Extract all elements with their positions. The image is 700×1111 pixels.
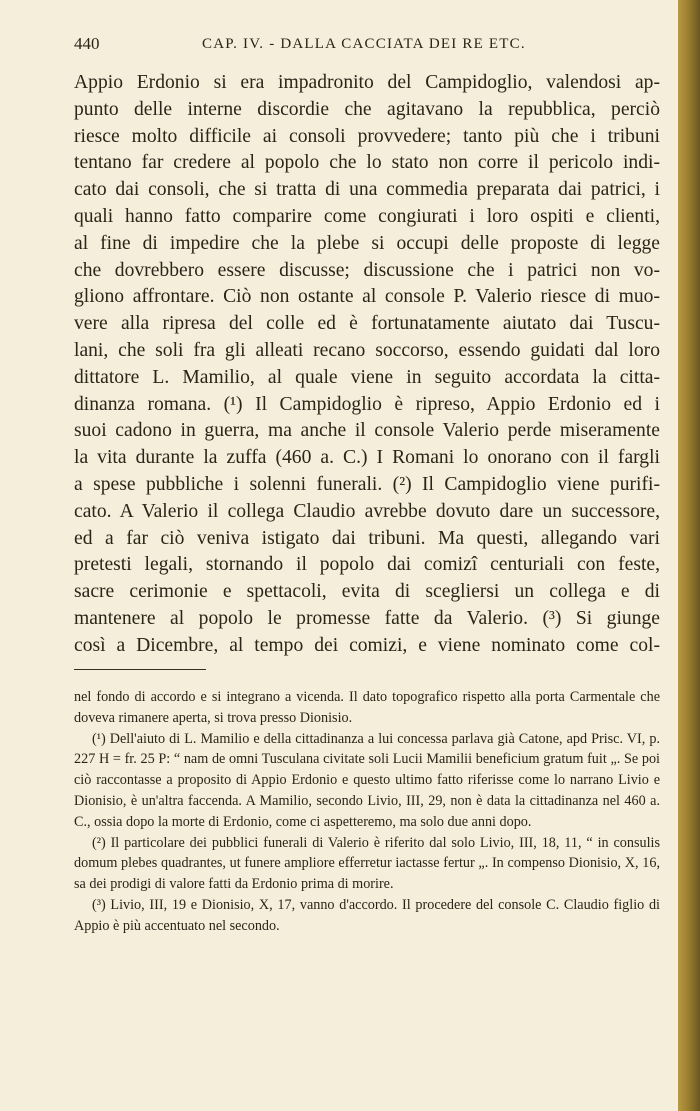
running-header bbox=[74, 34, 660, 60]
text-line: dinanza romana. (¹) Il Campidoglio è ripreso, Appio Erdonio ed i bbox=[74, 393, 660, 415]
page-edge bbox=[678, 0, 700, 1111]
text-line: quali hanno fatto comparire come congiurati i loro ospiti e clienti, bbox=[74, 205, 660, 227]
text-line: dittatore L. Mamilio, al quale viene in seguito accordata la citta- bbox=[74, 366, 660, 388]
text-line: sacre cerimonie e spettacoli, evita di scegliersi un collega e di bbox=[74, 581, 660, 603]
text-line: suoi cadono in guerra, ma anche il console Valerio perde miseramente bbox=[74, 420, 660, 442]
footnote-1: (¹) Dell'aiuto di L. Mamilio e della cittadinanza a lui concessa parlava già Catone, apd Prisc. VI, p. 227 H = fr. 25 P: “ nam de omni Tusculana civitate soli Lucii Mamilii beneficium gratum fuit „. Se poi ciò raccontasse a proposito di Appio Erdonio e questo ultimo fatto riferisse come lo narrano Livio e Dionisio, è un'altra faccenda. A Mamilio, secondo Livio, III, 29, non è data la cittadinanza nel 460 a. C., ossia dopo la morte di Erdonio, come ci aspetteremo, ma solo due anni dopo. bbox=[74, 730, 660, 830]
text-line: così a Dicembre, al tempo dei comizi, e viene nominato come col- bbox=[74, 634, 660, 656]
running-title: CAP. IV. - DALLA CACCIATA DEI RE ETC. bbox=[202, 36, 526, 52]
text-line: ed a far ciò veniva istigato dai tribuni. Ma questi, allegando vari bbox=[74, 527, 660, 549]
text-line: gliono affrontare. Ciò non ostante al console P. Valerio riesce di muo- bbox=[74, 286, 660, 308]
text-line: cato. A Valerio il collega Claudio avrebbe dovuto dare un successore, bbox=[74, 500, 660, 522]
text-line: punto delle interne discordie che agitavano la repubblica, perciò bbox=[74, 98, 660, 120]
footnotes bbox=[74, 687, 660, 937]
text-line: a spese pubbliche i solenni funerali. (²) Il Campidoglio viene purifi- bbox=[74, 473, 660, 495]
text-line: cato dai consoli, che si tratta di una commedia preparata dai patrici, i bbox=[74, 179, 660, 201]
footnote-divider bbox=[74, 669, 206, 670]
text-line: lani, che soli fra gli alleati recano soccorso, essendo guidati dal loro bbox=[74, 339, 660, 361]
text-line: riesce molto difficile ai consoli provvedere; tanto più che i tribuni bbox=[74, 125, 660, 147]
text-line: Appio Erdonio si era impadronito del Campidoglio, valendosi ap- bbox=[74, 72, 660, 93]
text-line: che dovrebbero essere discusse; discussione che i patrici non vo- bbox=[74, 259, 660, 281]
text-line: vere alla ripresa del colle ed è fortunatamente aiutato dai Tuscu- bbox=[74, 313, 660, 335]
text-line: al fine di impedire che la plebe si occupi delle proposte di legge bbox=[74, 232, 660, 254]
text-line: la vita durante la zuffa (460 a. C.) I Romani lo onorano con il fargli bbox=[74, 447, 660, 469]
text-line: pretesti legali, stornando il popolo dai comizî centuriali con feste, bbox=[74, 554, 660, 576]
footnote-2: (²) Il particolare dei pubblici funerali di Valerio è riferito dal solo Livio, III, 18, 11, “ in consulis domum plebes quadrantes, ut funere ampliore efferretur iactasse fertur „. In compenso Dionisio, X, 16, sa dei prodigi di valore fatti da Erdonio prima di morire. bbox=[74, 834, 660, 893]
main-text bbox=[74, 70, 660, 660]
text-line: mantenere al popolo le promesse fatte da Valerio. (³) Si giunge bbox=[74, 607, 660, 629]
footnote-3: (³) Livio, III, 19 e Dionisio, X, 17, vanno d'accordo. Il procedere del console C. Claudio figlio di Appio è più accentuato nel secondo. bbox=[74, 896, 660, 934]
text-line: tentano far credere al popolo che lo stato non corre il pericolo indi- bbox=[74, 152, 660, 174]
page-number: 440 bbox=[74, 34, 100, 53]
footnote-continuation: nel fondo di accordo e si integrano a vicenda. Il dato topografico rispetto alla porta Carmentale che doveva rimanere aperta, si trova presso Dionisio. bbox=[74, 689, 660, 726]
